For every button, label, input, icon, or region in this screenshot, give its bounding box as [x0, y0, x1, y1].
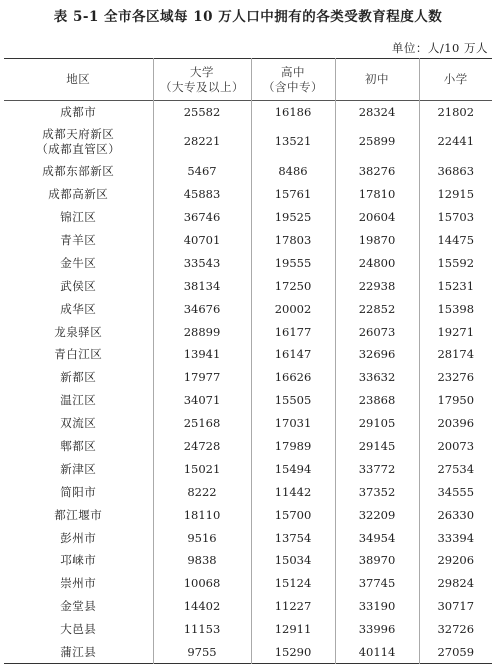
- header-row: [4, 59, 492, 101]
- cell-university: 38134: [153, 275, 251, 298]
- region-name: 彭州市: [60, 530, 97, 545]
- cell-junior-high: 34954: [335, 527, 419, 550]
- table-row: [4, 366, 492, 389]
- cell-primary: 20396: [419, 412, 492, 435]
- cell-high-school: 15290: [251, 641, 335, 664]
- cell-junior-high: 38970: [335, 550, 419, 573]
- cell-junior-high: 37745: [335, 572, 419, 595]
- cell-high-school: 12911: [251, 618, 335, 641]
- cell-primary: 27059: [419, 641, 492, 664]
- table-row: [4, 275, 492, 298]
- region-name: 龙泉驿区: [54, 324, 103, 339]
- cell-high-school: 11227: [251, 595, 335, 618]
- cell-university: 34071: [153, 389, 251, 412]
- cell-university: 36746: [153, 206, 251, 229]
- table-row: [4, 321, 492, 344]
- cell-high-school: 17250: [251, 275, 335, 298]
- cell-university: 10068: [153, 572, 251, 595]
- cell-junior-high: 38276: [335, 160, 419, 183]
- cell-high-school: 13521: [251, 123, 335, 160]
- cell-junior-high: 22852: [335, 298, 419, 321]
- region-name: 都江堰市: [54, 507, 103, 522]
- cell-primary: 17950: [419, 389, 492, 412]
- header-primary: 小学: [419, 59, 492, 101]
- region-name: 崇州市: [60, 576, 97, 591]
- cell-primary: 15398: [419, 298, 492, 321]
- cell-primary: 27534: [419, 458, 492, 481]
- table-row: [4, 572, 492, 595]
- table-row: [4, 435, 492, 458]
- region-name: 青白江区: [54, 347, 103, 362]
- cell-primary: 22441: [419, 123, 492, 160]
- cell-primary: 34555: [419, 481, 492, 504]
- cell-university: 28899: [153, 321, 251, 344]
- cell-junior-high: 24800: [335, 252, 419, 275]
- cell-junior-high: 33772: [335, 458, 419, 481]
- cell-university: 25582: [153, 101, 251, 124]
- region-name: 武侯区: [60, 278, 97, 293]
- table-row: [4, 206, 492, 229]
- table-row: [4, 481, 492, 504]
- cell-primary: 26330: [419, 504, 492, 527]
- cell-university: 13941: [153, 344, 251, 367]
- cell-university: 25168: [153, 412, 251, 435]
- cell-high-school: 16186: [251, 101, 335, 124]
- table-row: [4, 123, 492, 160]
- cell-university: 11153: [153, 618, 251, 641]
- cell-junior-high: 29145: [335, 435, 419, 458]
- cell-junior-high: 32696: [335, 344, 419, 367]
- cell-high-school: 8486: [251, 160, 335, 183]
- cell-university: 24728: [153, 435, 251, 458]
- cell-high-school: 11442: [251, 481, 335, 504]
- cell-primary: 15231: [419, 275, 492, 298]
- table-row: [4, 183, 492, 206]
- cell-university: 40701: [153, 229, 251, 252]
- cell-high-school: 16147: [251, 344, 335, 367]
- header-university: 大学 （大专及以上）: [153, 59, 251, 101]
- cell-primary: 28174: [419, 344, 492, 367]
- cell-primary: 14475: [419, 229, 492, 252]
- region-name: 简阳市: [60, 484, 97, 499]
- cell-university: 9838: [153, 550, 251, 573]
- region-name: 成都市: [60, 104, 97, 119]
- cell-university: 45883: [153, 183, 251, 206]
- cell-primary: 36863: [419, 160, 492, 183]
- cell-high-school: 15700: [251, 504, 335, 527]
- cell-high-school: 16626: [251, 366, 335, 389]
- table-row: [4, 458, 492, 481]
- header-region: 地区: [66, 72, 91, 86]
- cell-junior-high: 33632: [335, 366, 419, 389]
- cell-junior-high: 33190: [335, 595, 419, 618]
- cell-primary: 23276: [419, 366, 492, 389]
- table-row: [4, 504, 492, 527]
- table-row: [4, 550, 492, 573]
- region-name: 青羊区: [60, 233, 97, 247]
- cell-junior-high: 33996: [335, 618, 419, 641]
- cell-junior-high: 17810: [335, 183, 419, 206]
- table-row: [4, 298, 492, 321]
- cell-primary: 33394: [419, 527, 492, 550]
- cell-university: 17977: [153, 366, 251, 389]
- header-high-school: 高中 （含中专）: [251, 59, 335, 101]
- table-row: [4, 595, 492, 618]
- table-row: [4, 618, 492, 641]
- table-row: [4, 389, 492, 412]
- cell-junior-high: 32209: [335, 504, 419, 527]
- cell-high-school: 15124: [251, 572, 335, 595]
- cell-high-school: 20002: [251, 298, 335, 321]
- cell-primary: 15592: [419, 252, 492, 275]
- region-name: 双流区: [60, 416, 97, 431]
- cell-university: 5467: [153, 160, 251, 183]
- cell-university: 15021: [153, 458, 251, 481]
- cell-primary: 21802: [419, 101, 492, 124]
- table-row: [4, 101, 492, 124]
- cell-high-school: 15494: [251, 458, 335, 481]
- cell-high-school: 15505: [251, 389, 335, 412]
- cell-high-school: 15761: [251, 183, 335, 206]
- table-title: 表 5-1 全市各区域每 10 万人口中拥有的各类受教育程度人数: [53, 9, 443, 25]
- cell-high-school: 17803: [251, 229, 335, 252]
- cell-university: 8222: [153, 481, 251, 504]
- cell-university: 33543: [153, 252, 251, 275]
- table-row: [4, 160, 492, 183]
- cell-high-school: 13754: [251, 527, 335, 550]
- region-name: 温江区: [60, 393, 97, 408]
- cell-junior-high: 29105: [335, 412, 419, 435]
- cell-junior-high: 28324: [335, 101, 419, 124]
- cell-university: 9755: [153, 641, 251, 664]
- region-name: 邛崃市: [60, 553, 97, 568]
- table-row: [4, 641, 492, 664]
- table-row: [4, 252, 492, 275]
- unit-label: 单位：人/10 万人: [391, 41, 488, 55]
- cell-junior-high: 37352: [335, 481, 419, 504]
- table-row: [4, 527, 492, 550]
- table-row: [4, 344, 492, 367]
- cell-university: 14402: [153, 595, 251, 618]
- cell-junior-high: 20604: [335, 206, 419, 229]
- cell-high-school: 17031: [251, 412, 335, 435]
- cell-high-school: 16177: [251, 321, 335, 344]
- cell-university: 34676: [153, 298, 251, 321]
- cell-junior-high: 23868: [335, 389, 419, 412]
- header-junior-high: 初中: [335, 59, 419, 101]
- cell-primary: 29824: [419, 572, 492, 595]
- cell-primary: 20073: [419, 435, 492, 458]
- cell-high-school: 19555: [251, 252, 335, 275]
- cell-primary: 12915: [419, 183, 492, 206]
- region-name: 新津区: [60, 461, 97, 476]
- cell-junior-high: 19870: [335, 229, 419, 252]
- region-name: 郫都区: [60, 439, 97, 454]
- cell-university: 28221: [153, 123, 251, 160]
- education-table: [4, 58, 492, 664]
- cell-junior-high: 22938: [335, 275, 419, 298]
- cell-primary: 30717: [419, 595, 492, 618]
- cell-high-school: 19525: [251, 206, 335, 229]
- region-name: 成都天府新区 （成都直管区）: [36, 126, 121, 156]
- table-header: [4, 59, 492, 101]
- cell-university: 18110: [153, 504, 251, 527]
- table-body: [4, 101, 492, 664]
- cell-junior-high: 25899: [335, 123, 419, 160]
- region-name: 成都东部新区: [42, 164, 115, 179]
- cell-primary: 19271: [419, 321, 492, 344]
- table-row: [4, 412, 492, 435]
- cell-primary: 32726: [419, 618, 492, 641]
- cell-university: 9516: [153, 527, 251, 550]
- cell-primary: 15703: [419, 206, 492, 229]
- region-name: 成都高新区: [48, 187, 109, 202]
- region-name: 蒲江县: [60, 644, 97, 659]
- cell-high-school: 17989: [251, 435, 335, 458]
- region-name: 锦江区: [60, 210, 97, 225]
- cell-junior-high: 40114: [335, 641, 419, 664]
- region-name: 金堂县: [60, 599, 97, 614]
- region-name: 新都区: [60, 370, 97, 385]
- region-name: 成华区: [60, 301, 97, 316]
- table-row: [4, 229, 492, 252]
- cell-junior-high: 26073: [335, 321, 419, 344]
- cell-high-school: 15034: [251, 550, 335, 573]
- region-name: 金牛区: [60, 255, 97, 270]
- cell-primary: 29206: [419, 550, 492, 573]
- region-name: 大邑县: [60, 622, 97, 637]
